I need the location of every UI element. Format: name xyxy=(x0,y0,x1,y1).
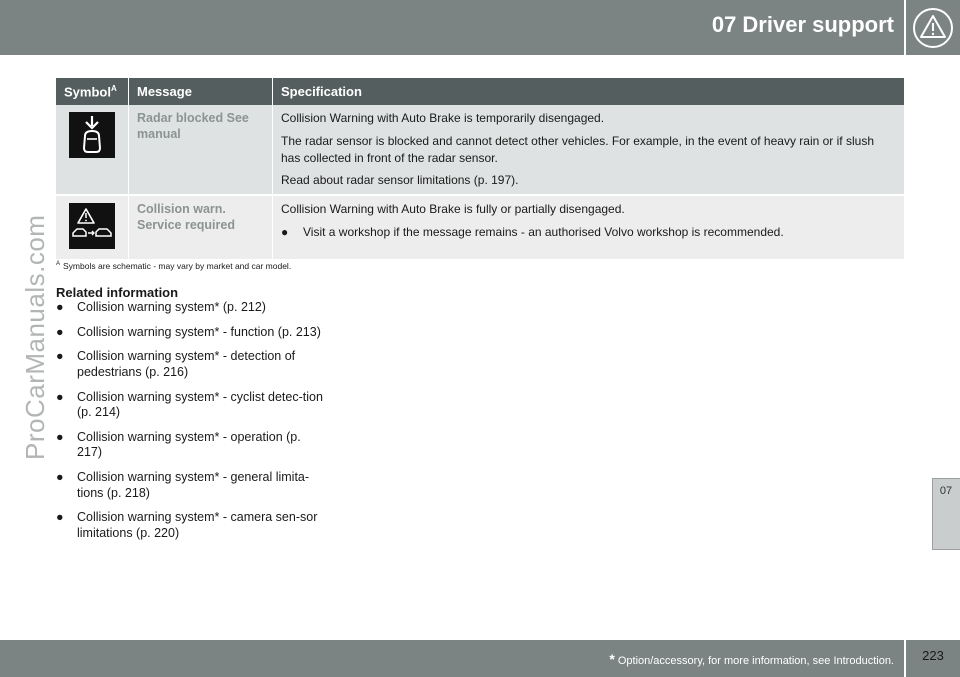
bullet-dot: ● xyxy=(56,300,64,314)
symbol-cell xyxy=(56,195,129,259)
radar-blocked-icon xyxy=(69,112,115,158)
related-link[interactable]: Collision warning system* - operation (p. 217) xyxy=(77,429,301,460)
specification-cell xyxy=(273,105,905,195)
collision-warning-service-icon xyxy=(69,203,115,249)
related-link[interactable]: Collision warning system* - camera sen-sor limitations (p. 220) xyxy=(77,510,318,540)
related-link[interactable]: Collision warning system* - detection of pedestrians (p. 216) xyxy=(77,349,296,379)
bullet-dot: ● xyxy=(56,389,64,404)
table-footnote: $^A$ Symbols are schematic - may vary by market and car model. xyxy=(56,261,292,271)
symbol-cell xyxy=(56,105,129,195)
related-link[interactable]: Collision warning system* - cyclist detec-tion (p. 214) xyxy=(77,389,323,420)
bullet-dot: ● xyxy=(56,324,64,339)
list-item[interactable] xyxy=(56,300,326,316)
col-header-message: Message xyxy=(129,78,273,105)
list-item[interactable] xyxy=(56,510,326,541)
related-link[interactable]: Collision warning system* - general limita-tions (p. 218) xyxy=(77,470,310,500)
message-text: Radar blocked See manual xyxy=(137,111,249,142)
table-row xyxy=(56,105,904,195)
page-number: 223 xyxy=(922,648,944,663)
spec-bullet xyxy=(281,224,896,241)
bullet-dot: ● xyxy=(56,510,64,525)
chapter-side-tab-label: 07 xyxy=(939,485,953,497)
message-cell xyxy=(129,195,273,259)
watermark: ProCarManuals.com xyxy=(20,214,50,460)
message-table xyxy=(56,78,904,259)
bullet-dot: ● xyxy=(281,224,289,239)
chapter-title: 07 Driver support xyxy=(711,12,894,37)
bullet-dot: ● xyxy=(56,470,64,484)
related-link[interactable]: Collision warning system* - function (p. 213) xyxy=(77,324,321,339)
table-row xyxy=(56,195,904,259)
list-item[interactable] xyxy=(56,430,326,461)
warning-triangle-icon xyxy=(912,7,954,49)
specification-cell xyxy=(273,195,905,259)
message-cell xyxy=(129,105,273,195)
list-item[interactable] xyxy=(56,390,326,421)
col-header-symbol: Symbol$^A$ xyxy=(56,78,129,105)
list-item[interactable] xyxy=(56,349,326,380)
bullet-dot: ● xyxy=(56,429,64,444)
spec-line: The radar sensor is blocked and cannot detect other vehicles. For example, in the event of heavy rain or if slush has collected in front of the radar sensor. xyxy=(281,133,874,165)
list-item[interactable] xyxy=(56,325,326,341)
bullet-dot: ● xyxy=(56,349,64,364)
spec-line: Collision Warning with Auto Brake is temporarily disengaged. xyxy=(281,111,605,125)
spec-line: Read about radar sensor limitations (p. 197). xyxy=(281,173,519,188)
chapter-side-tab xyxy=(932,478,960,550)
related-information-list xyxy=(56,300,326,551)
col-header-specification: Specification xyxy=(273,78,905,105)
warning-tab xyxy=(906,0,960,55)
related-link[interactable]: Collision warning system* (p. 212) xyxy=(77,300,266,314)
spec-bullet-text: Visit a workshop if the message remains - an authorised Volvo workshop is recommended. xyxy=(303,224,784,239)
message-text: Collision warn. Service required xyxy=(137,202,235,233)
footer-note: * Option/accessory, for more information, see Introduction. xyxy=(609,651,894,667)
spec-line: Collision Warning with Auto Brake is fully or partially disengaged. xyxy=(281,202,625,217)
related-information-heading: Related information xyxy=(56,285,179,300)
list-item[interactable] xyxy=(56,470,326,501)
